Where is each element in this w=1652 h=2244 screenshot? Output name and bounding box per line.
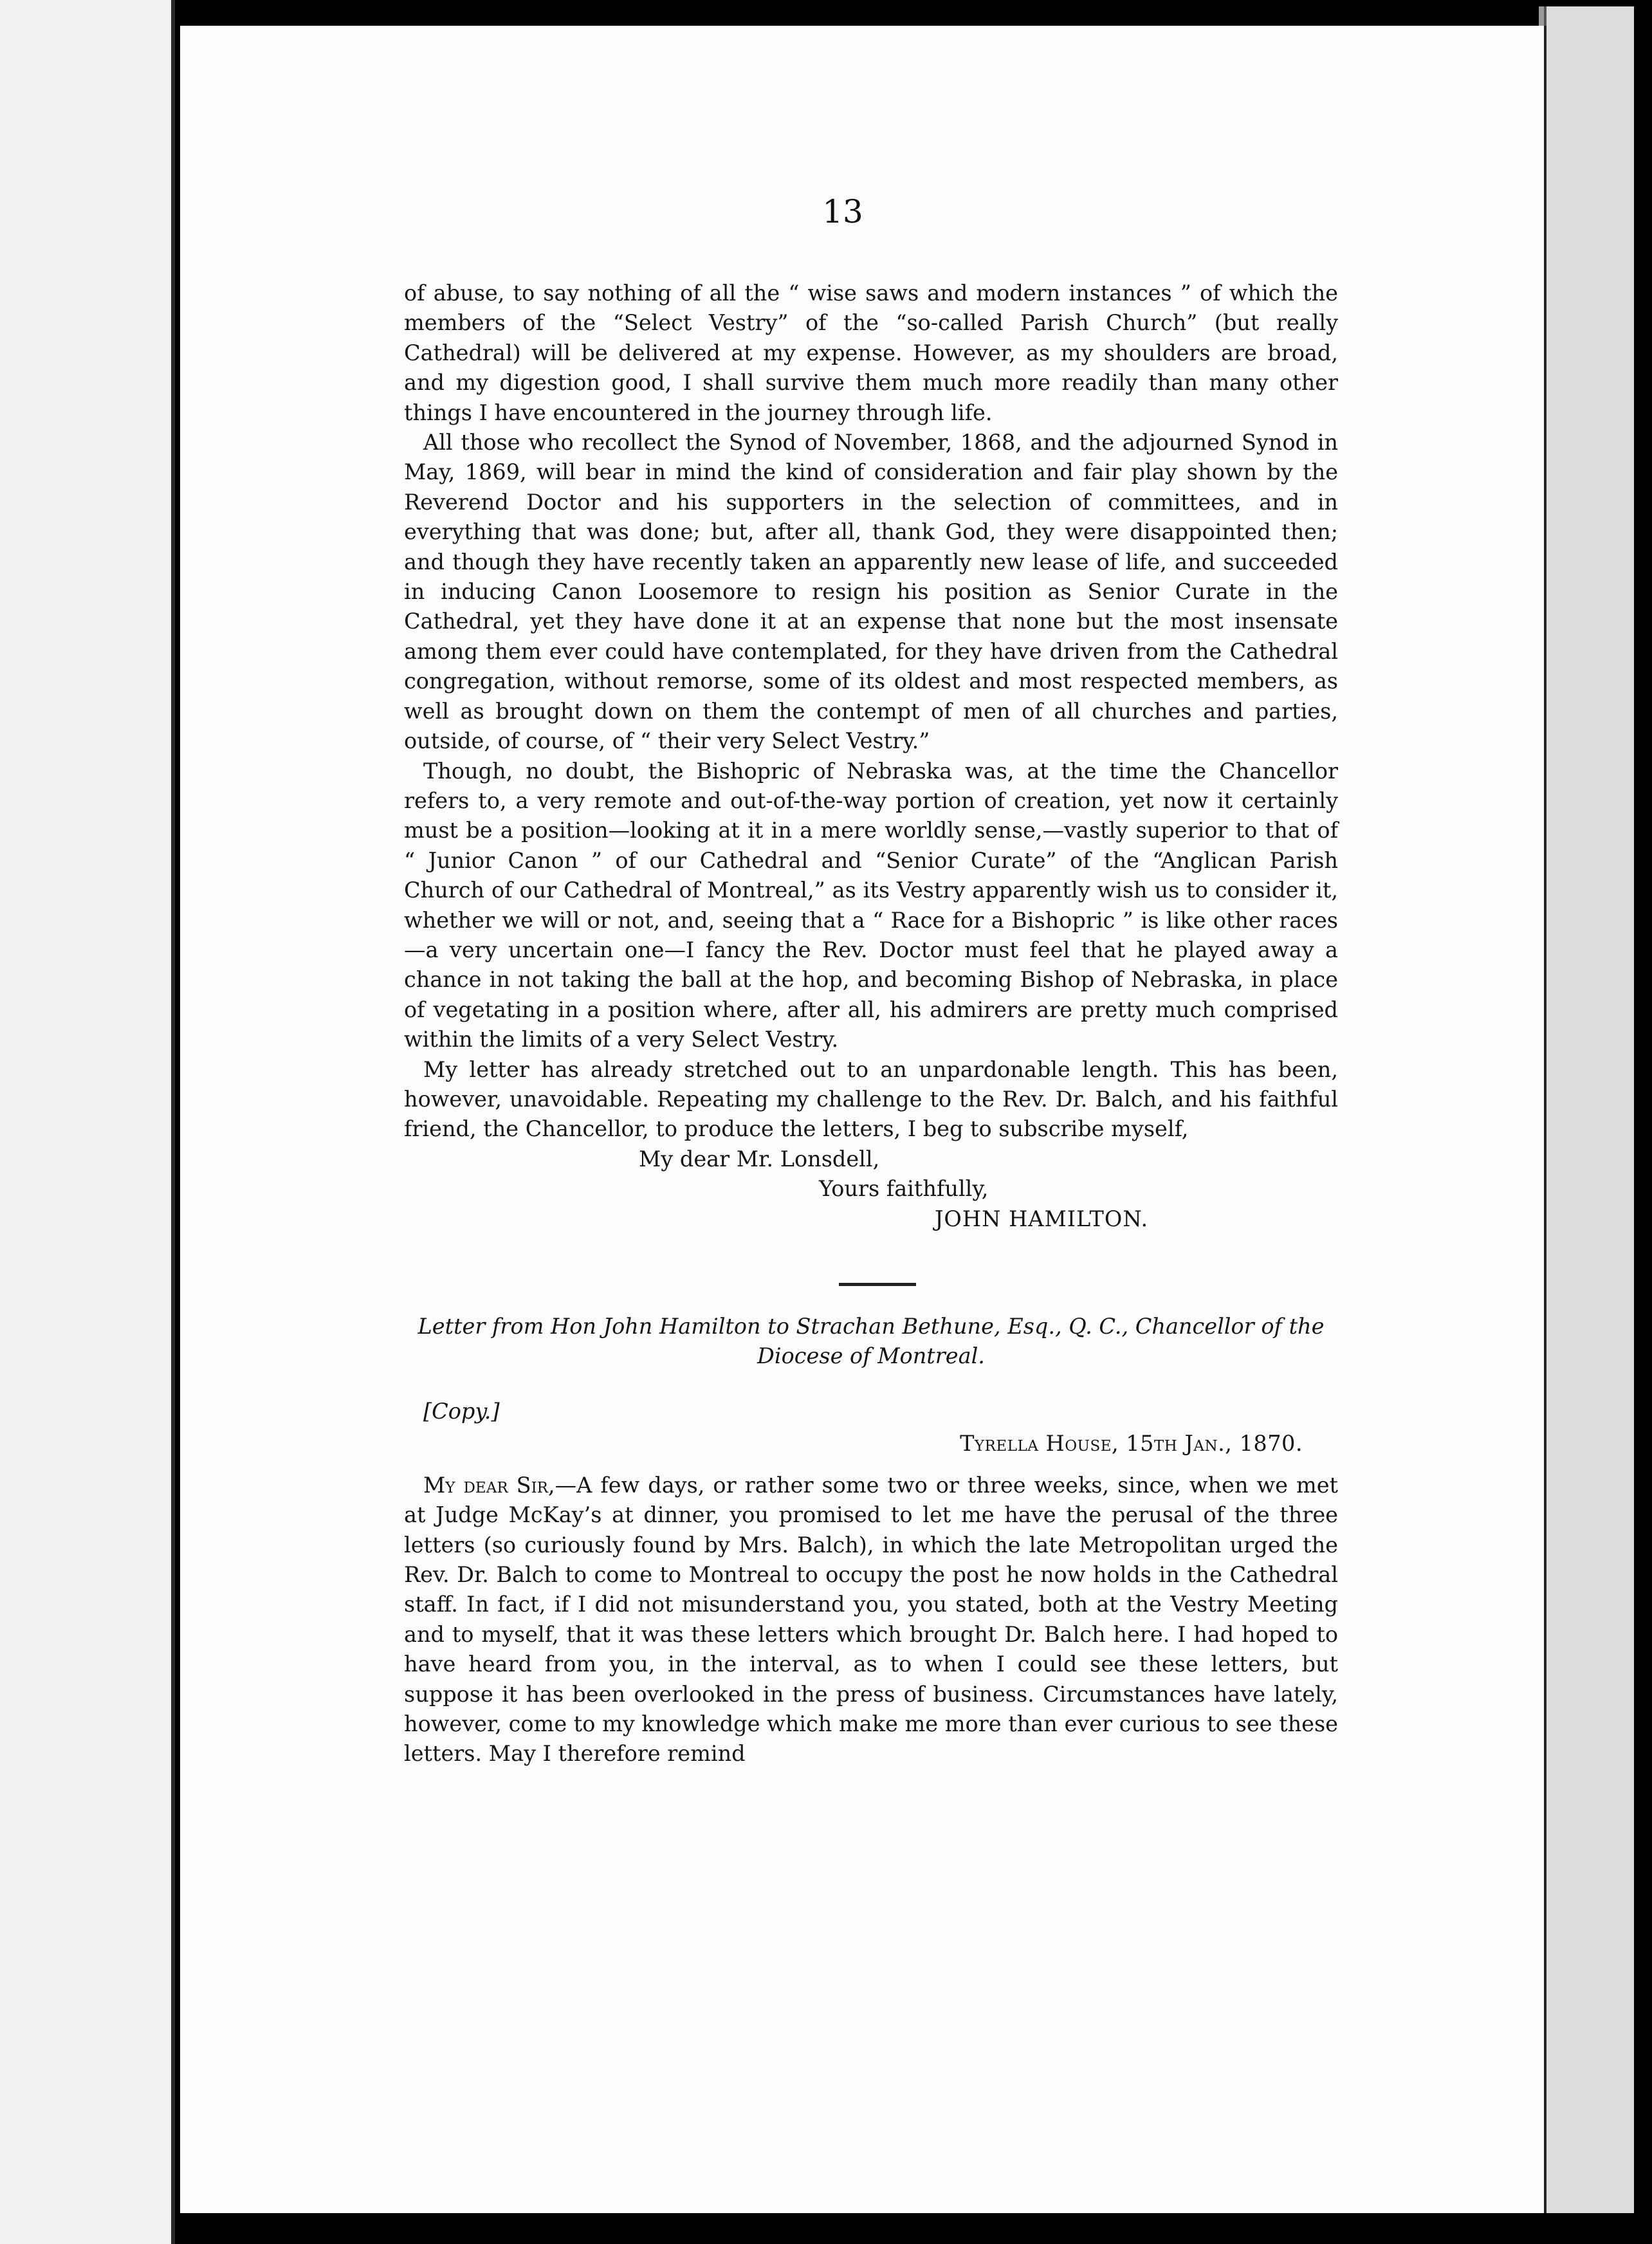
page-body [404, 206, 1338, 1769]
facing-page-edge [0, 0, 175, 2244]
paragraph-4: My letter has already stretched out to an unpardonable length. This has been, however, unavoidable. Repeating my challenge to the Rev. Dr. Balch, and his faithful friend, the Chancellor, to produce the letters, I beg to subscribe myself, [404, 1056, 1338, 1142]
section-divider [839, 1283, 916, 1286]
signoff-closing: Yours faithfully, [819, 1176, 989, 1202]
paragraph-1: of abuse, to say nothing of all the “ wise saws and modern instances ” of which the members of the “Select Vestry” of the “so-called Parish Church” (but really Cathedral) will be delivered at my expense. However, as my shoulders are broad, and my digestion good, I shall survive them much more readily than many other things I have encountered in the journey through life. [404, 280, 1338, 425]
letter-body-paragraph [404, 1471, 1338, 1769]
letter-heading: Letter from Hon John Hamilton to Strachan Bethune, Esq., Q. C., Chancellor of the Diocese of Montreal. [418, 1314, 1325, 1368]
signoff-name: JOHN HAMILTON. [935, 1206, 1149, 1231]
letter-dateline: Tyrella House, 15th Jan., 1870. [960, 1431, 1303, 1457]
copy-label: [Copy.] [423, 1399, 500, 1424]
cover-edge [1544, 6, 1634, 2213]
paragraph-3: Though, no doubt, the Bishopric of Nebraska was, at the time the Chancellor refers to, a very remote and out-of-the-way portion of creation, yet now it certainly must be a position—looking at it in a mere worldly sense,—vastly superior to that of “ Junior Canon ” of our Cathedral and “Senior Curate” of the “Anglican Parish Church of our Cathedral of Montreal,” as its Vestry apparently wish us to consider it, whether we will or not, and, seeing that a “ Race for a Bishopric ” is like other races—a very uncertain one—I fancy the Rev. Doctor must feel that he played away a chance in not taking the ball at the hop, and becoming Bishop of Nebraska, in place of vegetating in a position where, after all, his admirers are pretty much comprised within the limits of a very Select Vestry. [404, 758, 1338, 1053]
letter-salutation: My dear Sir, [423, 1472, 555, 1498]
signoff-salutation: My dear Mr. Lonsdell, [639, 1146, 880, 1172]
paragraph-2: All those who recollect the Synod of November, 1868, and the adjourned Synod in May, 1869, will bear in mind the kind of consideration and fair play shown by the Reverend Doctor and his supporters in the selection of committees, and in everything that was done; but, after all, thank God, they were disappointed then; and though they have recently taken an apparently new lease of life, and succeeded in inducing Canon Loosemore to resign his position as Senior Curate in the Cathedral, yet they have done it at an expense that none but the most insensate among them ever could have contemplated, for they have driven from the Cathedral congregation, without remorse, some of its oldest and most respected members, as well as brought down on them the contempt of men of all churches and parties, outside, of course, of “ their very Select Vestry.” [404, 430, 1338, 754]
page-number: 13 [822, 193, 863, 230]
letter-body: —A few days, or rather some two or three weeks, since, when we met at Judge McKay’s at dinner, you promised to let me have the perusal of the three letters (so curiously found by Mrs. Balch), in which the late Metropolitan urged the Rev. Dr. Balch to come to Montreal to occupy the post he now holds in the Cathedral staff. In fact, if I did not misunderstand you, you stated, both at the Vestry Meeting and to myself, that it was these letters which brought Dr. Balch here. I had hoped to have heard from you, in the interval, as to when I could see these letters, but suppose it has been overlooked in the press of business. Circumstances have lately, however, come to my knowledge which make me more than ever curious to see these letters. May I therefore remind [404, 1472, 1338, 1767]
